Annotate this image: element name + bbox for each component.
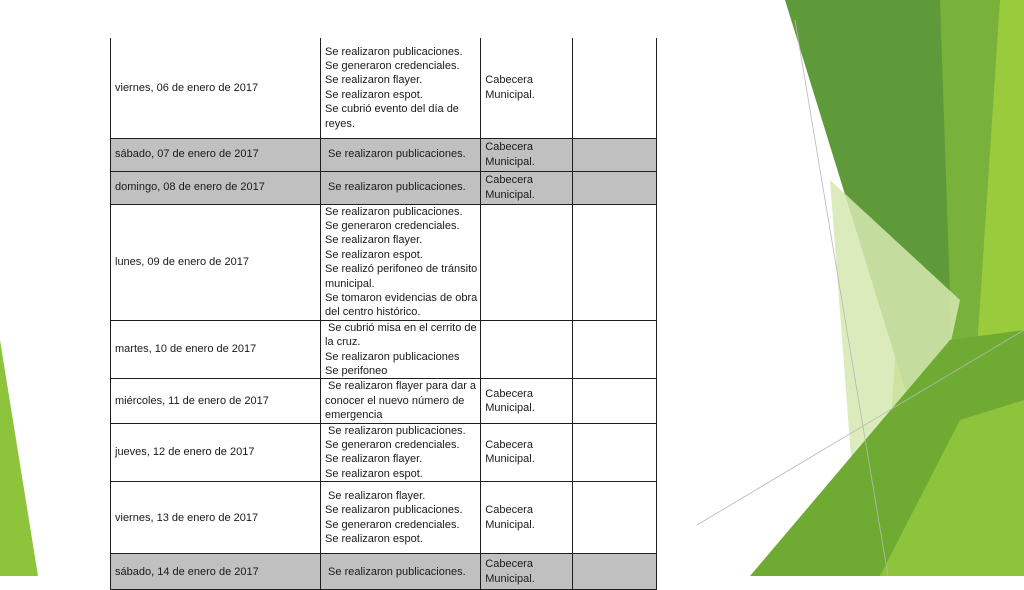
location-line: Cabecera (485, 141, 533, 154)
empty-cell (573, 204, 657, 320)
activity-line: Se realizaron flayer. (325, 234, 423, 247)
table-row (111, 482, 657, 554)
activities-cell (321, 423, 481, 482)
activity-line: Se realizaron publicaciones. (325, 565, 466, 578)
activity-line: Se realizaron flayer. (325, 489, 426, 502)
location-cell (481, 482, 573, 554)
table-row (111, 379, 657, 423)
location-cell (481, 320, 573, 379)
activity-line: conocer el nuevo número de (325, 394, 465, 407)
activity-line: Se realizaron publicaciones. (325, 424, 466, 437)
table-row (111, 38, 657, 138)
location-line: Municipal. (485, 88, 535, 101)
location-cell (481, 171, 573, 204)
activity-line: Se realizaron flayer. (325, 453, 423, 466)
location-line: Municipal. (485, 155, 535, 168)
activity-line: Se generaron credenciales. (325, 518, 460, 531)
activity-line: Se generaron credenciales. (325, 59, 460, 72)
activity-line: Se generaron credenciales. (325, 439, 460, 451)
activity-line: Se realizaron publicaciones. (325, 504, 463, 517)
location-cell (481, 379, 573, 423)
activity-line: Se realizaron espot. (325, 248, 423, 261)
location-line: Cabecera (485, 174, 533, 187)
location-cell (481, 204, 573, 320)
activities-cell (321, 138, 481, 171)
empty-cell (573, 379, 657, 423)
activities-cell (321, 171, 481, 204)
date-cell: sábado, 14 de enero de 2017 (111, 554, 321, 590)
activity-line: Se realizaron publicaciones. (325, 181, 466, 194)
activity-line: reyes. (325, 117, 355, 130)
date-cell: martes, 10 de enero de 2017 (111, 320, 321, 379)
activities-cell (321, 38, 481, 138)
table-row (111, 171, 657, 204)
location-cell (481, 138, 573, 171)
empty-cell (573, 554, 657, 590)
activity-line: Se realizaron publicaciones. (325, 45, 463, 58)
table-row (111, 204, 657, 320)
empty-cell (573, 138, 657, 171)
table-row (111, 423, 657, 482)
location-line: Municipal. (485, 453, 535, 466)
location-line: Cabecera (485, 558, 533, 571)
empty-cell (573, 320, 657, 379)
activity-line: Se realizaron publicaciones. (325, 148, 466, 161)
date-cell: viernes, 13 de enero de 2017 (111, 482, 321, 554)
activity-line: Se realizaron espot. (325, 88, 423, 101)
activities-cell (321, 204, 481, 320)
activity-line: Se realizaron espot. (325, 533, 423, 546)
empty-cell (573, 38, 657, 138)
table-row (111, 554, 657, 590)
date-cell: jueves, 12 de enero de 2017 (111, 423, 321, 482)
activity-line: Se realizaron espot. (325, 467, 423, 480)
location-cell (481, 38, 573, 138)
location-line: Municipal. (485, 188, 535, 201)
date-cell: miércoles, 11 de enero de 2017 (111, 379, 321, 423)
date-cell: lunes, 09 de enero de 2017 (111, 204, 321, 320)
activities-cell (321, 379, 481, 423)
activity-log-body (111, 38, 657, 590)
activity-line: Se realizaron publicaciones (325, 350, 460, 363)
activity-line: Se realizó perifoneo de tránsito (325, 263, 478, 276)
empty-cell (573, 171, 657, 204)
table-row (111, 320, 657, 379)
location-line: Cabecera (485, 387, 533, 400)
activity-line: Se tomaron evidencias de obra (325, 291, 478, 304)
activity-line: municipal. (325, 277, 375, 290)
activity-line: Se realizaron flayer para dar a (325, 380, 477, 393)
activity-line: Se realizaron flayer. (325, 74, 423, 87)
activities-cell (321, 554, 481, 590)
location-cell (481, 554, 573, 590)
activity-line: Se realizaron publicaciones. (325, 205, 463, 218)
location-line: Municipal. (485, 572, 535, 585)
location-line: Municipal. (485, 401, 535, 414)
table-row (111, 138, 657, 171)
empty-cell (573, 423, 657, 482)
activity-log-table (110, 38, 657, 590)
activity-line: del centro histórico. (325, 306, 421, 319)
date-cell: domingo, 08 de enero de 2017 (111, 171, 321, 204)
activity-line: Se perifoneo (325, 364, 388, 377)
left-green-facet (0, 340, 38, 576)
location-line: Cabecera (485, 504, 533, 517)
activity-line: Se cubrió misa en el cerrito de (325, 321, 477, 334)
activity-line: Se generaron credenciales. (325, 219, 460, 232)
empty-cell (573, 482, 657, 554)
activity-line: emergencia (325, 409, 383, 422)
activity-line: la cruz. (325, 336, 361, 349)
location-line: Municipal. (485, 518, 535, 531)
activities-cell (321, 320, 481, 379)
location-line: Cabecera (485, 74, 533, 87)
activities-cell (321, 482, 481, 554)
location-cell (481, 423, 573, 482)
location-line: Cabecera (485, 439, 533, 451)
date-cell: sábado, 07 de enero de 2017 (111, 138, 321, 171)
date-cell: viernes, 06 de enero de 2017 (111, 38, 321, 138)
activity-line: Se cubrió evento del día de (325, 103, 459, 116)
